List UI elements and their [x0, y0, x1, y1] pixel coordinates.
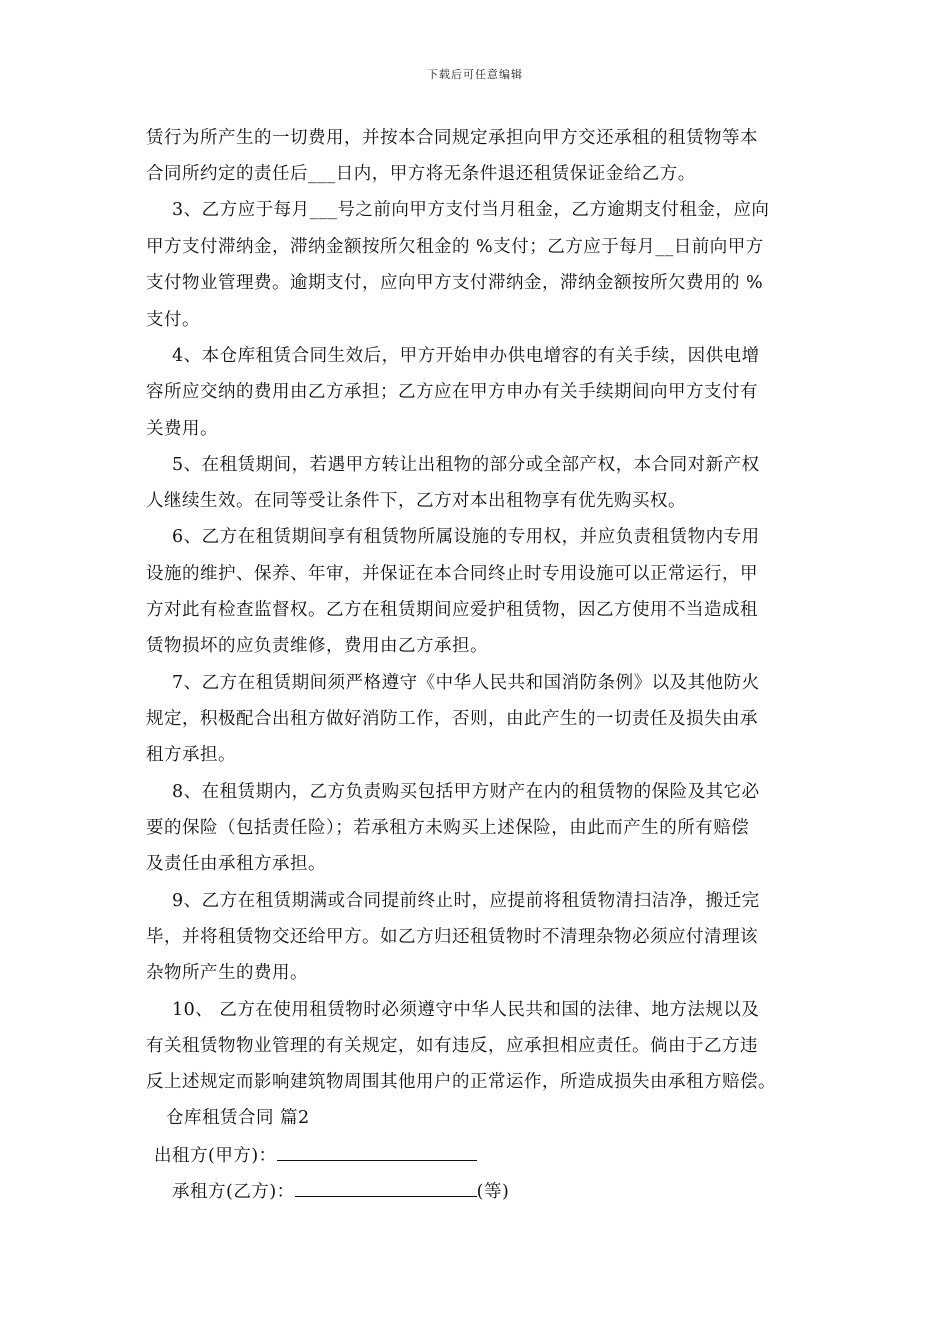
paragraph-line: 有关租赁物物业管理的有关规定，如有违反，应承担相应责任。倘由于乙方违 [146, 1036, 758, 1056]
clause-6-line: 6、乙方在租赁期间享有租赁物所属设施的专用权，并应负责租赁物内专用 [172, 527, 760, 547]
paragraph-line: 赁行为所产生的一切费用，并按本合同规定承担向甲方交还承租的租赁物等本 [146, 128, 758, 148]
lessor-label: 出租方(甲方)： [154, 1146, 277, 1166]
lessor-line [154, 1142, 477, 1168]
page-header: 下载后可任意编辑 [427, 68, 523, 81]
paragraph-line: 毕，并将租赁物交还给甲方。如乙方归还租赁物时不清理杂物必须应付清理该 [146, 927, 758, 947]
clause-4-line: 4、本仓库租赁合同生效后，甲方开始申办供电增容的有关手续，因供电增 [172, 346, 760, 366]
lessee-blank [295, 1178, 477, 1197]
paragraph-line: 容所应交纳的费用由乙方承担；乙方应在甲方申办有关手续期间向甲方支付有 [146, 382, 758, 402]
section-heading: 仓库租赁合同 篇2 [166, 1108, 310, 1128]
paragraph-line: 租方承担。 [146, 745, 236, 765]
paragraph-line: 规定，积极配合出租方做好消防工作，否则，由此产生的一切责任及损失由承 [146, 709, 758, 729]
clause-5-line: 5、在租赁期间，若遇甲方转让出租物的部分或全部产权，本合同对新产权 [172, 455, 760, 475]
paragraph-line: 支付。 [146, 310, 200, 330]
paragraph-line: 赁物损坏的应负责维修，费用由乙方承担。 [146, 636, 488, 656]
clause-10-line: 10、 乙方在使用租赁物时必须遵守中华人民共和国的法律、地方法规以及 [172, 1000, 760, 1020]
paragraph-line: 合同所约定的责任后___日内，甲方将无条件退还租赁保证金给乙方。 [146, 164, 696, 184]
paragraph-line: 人继续生效。在同等受让条件下，乙方对本出租物享有优先购买权。 [146, 491, 686, 511]
paragraph-line: 杂物所产生的费用。 [146, 963, 308, 983]
lessee-label: 承租方(乙方)： [172, 1182, 295, 1202]
paragraph-line: 方对此有检查监督权。乙方在租赁期间应爱护租赁物，因乙方使用不当造成租 [146, 600, 758, 620]
paragraph-line: 及责任由承租方承担。 [146, 854, 326, 874]
clause-9-line: 9、乙方在租赁期满或合同提前终止时，应提前将租赁物清扫洁净，搬迁完 [172, 891, 760, 911]
paragraph-line: 设施的维护、保养、年审，并保证在本合同终止时专用设施可以正常运行，甲 [146, 564, 758, 584]
paragraph-line: 要的保险（包括责任险）；若承租方未购买上述保险，由此而产生的所有赔偿 [146, 818, 750, 838]
lessor-blank [277, 1142, 477, 1161]
clause-3-line: 3、乙方应于每月___号之前向甲方支付当月租金，乙方逾期支付租金，应向 [172, 200, 770, 220]
paragraph-line: 甲方支付滞纳金，滞纳金额按所欠租金的 %支付；乙方应于每月__日前向甲方 [146, 237, 764, 257]
clause-8-line: 8、在租赁期内，乙方负责购买包括甲方财产在内的租赁物的保险及其它必 [172, 782, 760, 802]
paragraph-line: 关费用。 [146, 419, 218, 439]
lessee-line [172, 1178, 509, 1204]
paragraph-line: 支付物业管理费。逾期支付，应向甲方支付滞纳金，滞纳金额按所欠费用的 % [146, 273, 764, 293]
lessee-suffix: (等) [476, 1182, 510, 1202]
paragraph-line: 反上述规定而影响建筑物周围其他用户的正常运作，所造成损失由承租方赔偿。 [146, 1072, 776, 1092]
clause-7-line: 7、乙方在租赁期间须严格遵守《中华人民共和国消防条例》以及其他防火 [172, 673, 760, 693]
